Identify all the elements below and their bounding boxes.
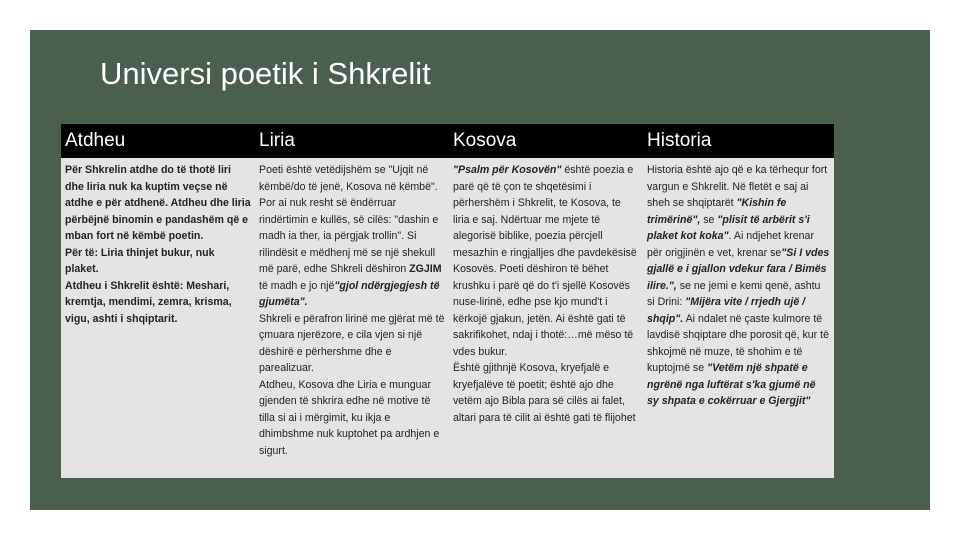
- header-liria: Liria: [255, 124, 449, 158]
- historia-text-5: Ai ndalet në çaste kulmore të lavdisë shqiptare dhe porosit që, kur të shkojmë në muze, të shohim e të kuptojmë se: [647, 312, 829, 374]
- historia-quote-1: "Kishin fe trimërinë",: [647, 197, 787, 226]
- historia-quote-5: "Vetëm një shpatë e ngrënë nga luftërat s'ka gjumë në sy shpata e cokërruar e Gjergjit": [647, 362, 816, 407]
- slide-title: Universi poetik i Shkrelit: [100, 56, 431, 91]
- historia-quote-4: "Mijëra vite / rrjedh ujë / shqip".: [647, 296, 806, 325]
- historia-text-3: . Ai ndjehet krenar për origjinën e vet, krenar se: [647, 230, 814, 259]
- liria-paragraph-1: Poeti është vetëdijshëm se "Ujqit në këmbë/do të jenë, Kosova në këmbë". Por ai nuk resht së ëndërruar rindërtimin e kullës, së cilës: "dashin e madh ia ther, ia përgjak trollin". Si rilindësit e mëdhenj më se një shekull më parë, edhe Shkreli dëshiron: [259, 164, 439, 275]
- kosova-title-quote: "Psalm për Kosovën": [453, 164, 562, 176]
- kosova-paragraph-2: Është gjithnjë Kosova, kryefjalë e kryefjalëve të poetit; është ajo dhe vetëm ajo Bibla para së cilës ai falet, altari para të cilit ai është gati të flijohet: [453, 362, 636, 424]
- liria-paragraph-1b: të madh e jo një: [259, 279, 335, 292]
- historia-text-2: se: [700, 213, 718, 226]
- historia-text-4: se ne jemi e kemi qenë, ashtu si Drini:: [647, 279, 821, 308]
- liria-quote: "gjol ndërgjegjesh të gjumëta".: [259, 279, 440, 308]
- cell-kosova: [449, 158, 643, 478]
- cell-liria: [255, 158, 449, 478]
- header-kosova: Kosova: [449, 124, 643, 158]
- header-atdheu: Atdheu: [61, 124, 255, 158]
- liria-zgjim: ZGJIM: [409, 263, 442, 275]
- table-header-row: [61, 124, 834, 158]
- slide-background: [30, 30, 930, 510]
- kosova-paragraph-1: është poezia e parë që të çon te shqetësimi i përhershëm i Shkrelit, te Kosova, te liria e saj. Ndërtuar me mjete të alegorisë biblike, poezia përcjell mesazhin e ringjalljes dhe pavdekësisë Kosovës. Poeti dëshiron të bëhet krushku i parë që do t'i sjellë Kosovës nuse-lirinë, edhe pse kjo mund't i kërkojë gjakun, jetën. Ai është gati të sakrifikohet, ndaj i thotë:…më mëso të vdes bukur.: [453, 164, 637, 358]
- header-historia: Historia: [643, 124, 834, 158]
- cell-historia: [643, 158, 834, 478]
- atdheu-paragraph-2: Për të: Liria thinjet bukur, nuk plaket.: [65, 246, 215, 275]
- content-table: [61, 124, 834, 478]
- historia-quote-2: "plisit të arbërit s'i plaket kot koka": [647, 213, 810, 242]
- historia-text-1: Historia është ajo që e ka tërhequr fort vargun e Shkrelit. Në fletët e saj ai sheh se shqiptarët: [647, 164, 828, 209]
- liria-paragraph-3: Atdheu, Kosova dhe Liria e munguar gjenden të shkrira edhe në motive të tilla si ai i mërgimit, ku ikja e dhimbshme nuk kuptohet pa ardhjen e sigurt.: [259, 378, 440, 457]
- table-row: [61, 158, 834, 478]
- liria-paragraph-2: Shkreli e përafron lirinë me gjërat më të çmuara njerëzore, e cila vjen si një dëshirë e përhershme dhe e parealizuar.: [259, 312, 445, 374]
- cell-atdheu: [61, 158, 255, 478]
- atdheu-paragraph-3: Atdheu i Shkrelit është: Meshari, kremtja, mendimi, zemra, krisma, vigu, ashti i shqiptarit.: [65, 279, 232, 325]
- atdheu-paragraph-1: Për Shkrelin atdhe do të thotë liri dhe liria nuk ka kuptim veçse në atdhe e për atdhenë. Atdheu dhe liria përbëjnë binomin e pandashëm që e mban fort në këmbë poetin.: [65, 164, 251, 242]
- historia-quote-3: "Si I vdes gjallë e i gjallon vdekur fara / Bimës ilire.",: [647, 246, 830, 292]
